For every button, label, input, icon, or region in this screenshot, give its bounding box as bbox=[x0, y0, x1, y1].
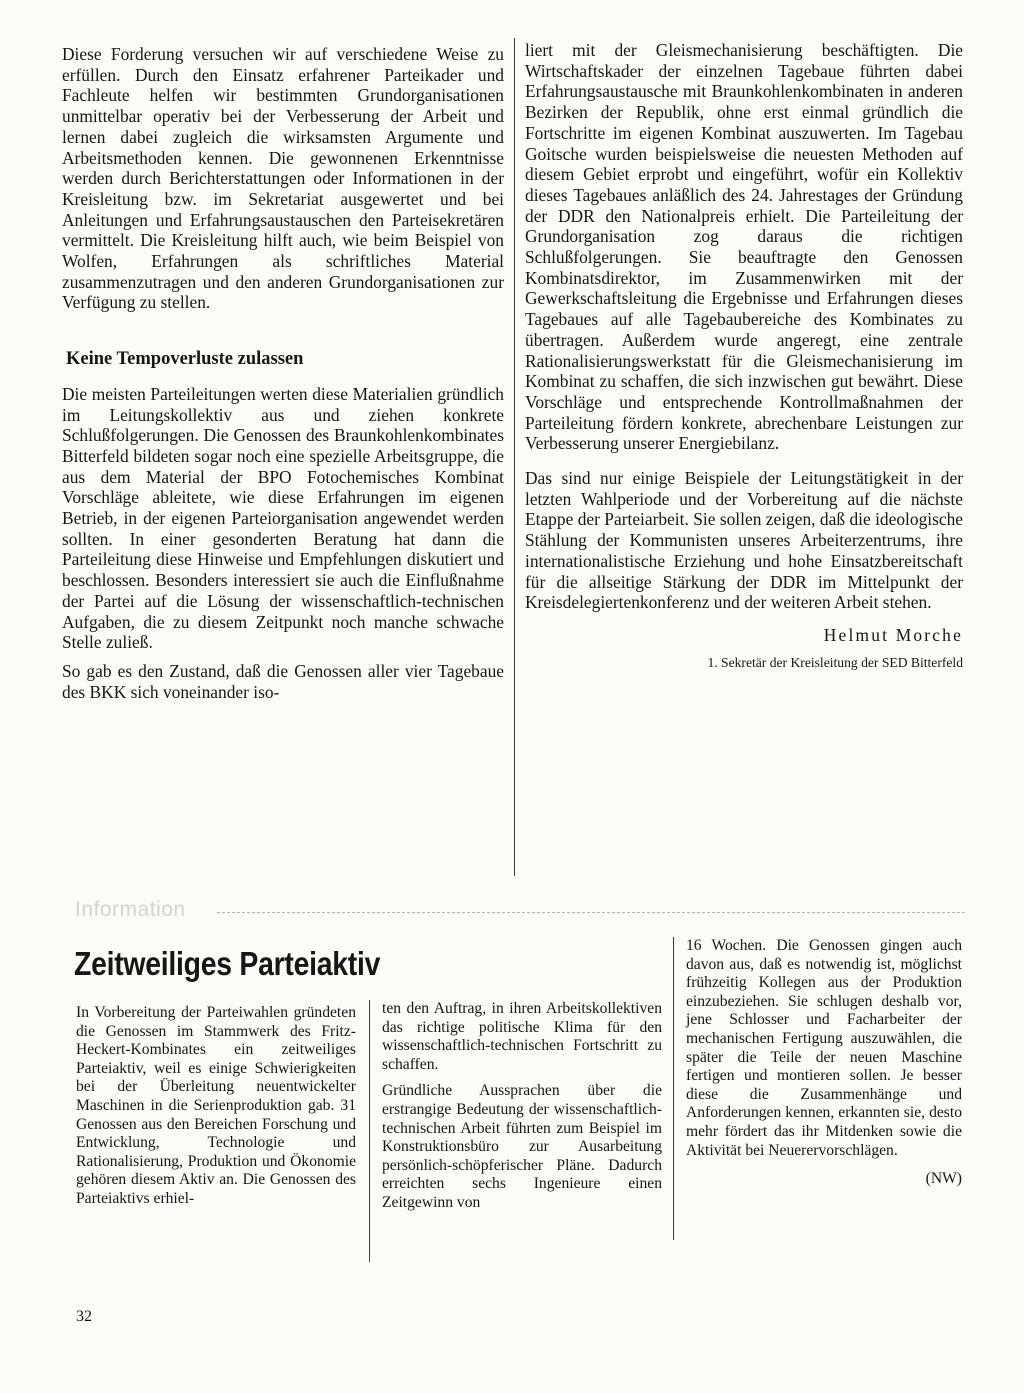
paragraph: In Vorbereitung der Parteiwahlen gründeten die Genossen im Stammwerk des Fritz-Heckert-Kombinates ein zeitweiliges Parteiaktiv, weil es einige Schwierigkeiten bei der Überleitung neuentwickelter Maschinen in die Serienproduktion gab. 31 Genossen aus den Bereichen Forschung und Entwicklung, Technologie und Rationalisierung, Produktion und Ökonomie gehören diesem Aktiv an. Die Genossen des Parteiaktivs erhiel- bbox=[76, 1004, 356, 1207]
paragraph: Die meisten Parteileitungen werten diese Materialien gründlich im Leitungskollektiv aus und ziehen konkrete Schlußfolgerungen. Die Genossen des Braunkohlenkombinates Bitterfeld bildeten sogar noch eine spezielle Arbeitsgruppe, die aus dem Material der BPO Fotochemisches Kombinat Vorschläge ableitete, wie diese Erfahrungen im eigenen Betrieb, in der eigenen Parteiorganisation angewendet werden sollten. In einer gesonderten Beratung hat dann die Parteileitung diese Hinweise und Empfehlungen diskutiert und beschlossen. Besonders interessiert sie auch die Einflußnahme der Partei auf die Lösung der wissenschaftlich-technischen Aufgaben, die zu diesem Zeitpunkt noch manche schwache Stelle zuließ. bbox=[62, 383, 504, 653]
column-divider bbox=[514, 38, 515, 876]
paragraph: 16 Wochen. Die Genossen gingen auch davon aus, daß es notwendig ist, möglichst frühzeitig Kollegen aus der Produktion einzubeziehen. Sie schlugen deshalb vor, jene Schlosser und Facharbeiter der mechanischen Fertigung auszuwählen, die später die Teile der neuen Maschine fertigen und montieren sollen. Je besser diese die Zusammenhänge und Anforderungen kennen, erkannten sie, desto mehr fördert das ihr Mitdenken sowie die Aktivität bei Neuerervorschlägen. bbox=[686, 937, 962, 1159]
section-label: Information bbox=[75, 898, 186, 921]
author-title: 1. Sekretär der Kreisleitung der SED Bitterfeld bbox=[707, 654, 963, 670]
article2-column-2 bbox=[382, 1000, 662, 1213]
article-right-column bbox=[525, 40, 963, 672]
paragraph: liert mit der Gleismechanisierung beschäftigten. Die Wirtschaftskader der einzelnen Tagebaue führten dabei Erfahrungsaustausche mit Braunkohlenkombinaten in anderen Bezirken der Republik, ohne erst einmal gründlich die Fortschritte im eigenen Kombinat auszuwerten. Im Tagebau Goitsche wurden beispielsweise die neuesten Methoden auf diesem Gebiet erprobt und eingeführt, wofür ein Kollektiv dieses Tagebaues anläßlich des 24. Jahrestages der Gründung der DDR den Nationalpreis erhielt. Die Parteileitung der Grundorganisation zog daraus die richtigen Schlußfolgerungen. Sie beauftragte den Genossen Kombinatsdirektor, im Zusammenwirken mit der Gewerkschaftsleitung die Ergebnisse und Erfahrungen dieses Tagebaues auf alle Tagebaubereiche des Kombinates zu übertragen. Außerdem wurde angeregt, eine zentrale Rationalisierungswerkstatt für die Gleismechanisierung im Kombinat zu schaffen, die sich inzwischen gut bewährt. Diese Vorschläge und entsprechende Kontrollmaßnahmen der Parteileitung fördern konkrete, abrechenbare Leistungen zur Verbesserung unserer Energiebilanz. bbox=[525, 40, 963, 454]
section-rule bbox=[217, 912, 965, 913]
column-divider bbox=[369, 1000, 370, 1262]
paragraph: Gründliche Aussprachen über die erstrangige Bedeutung der wissenschaftlich-technischen Arbeit führten zum Beispiel im Konstruktionsbüro zur Ausarbeitung persönlich-schöpferischer Pläne. Dadurch erreichten sechs Ingenieure einen Zeitgewinn von bbox=[382, 1082, 662, 1211]
article-headline: Zeitweiliges Parteiaktiv bbox=[74, 945, 381, 982]
subheading: Keine Tempoverluste zulassen bbox=[66, 349, 304, 370]
page-number: 32 bbox=[76, 1308, 92, 1325]
article2-column-3 bbox=[686, 937, 962, 1189]
paragraph: Das sind nur einige Beispiele der Leitungstätigkeit in der letzten Wahlperiode und der Vorbereitung auf die nächste Etappe der Parteiarbeit. Sie sollen zeigen, daß die ideologische Stählung der Kommunisten unseres Arbeiterzentrums, ihre internationalistische Erziehung und hohe Einsatzbereitschaft für die allseitige Stärkung der DDR im Mittelpunkt der Kreisdelegiertenkonferenz und der weiteren Arbeit stehen. bbox=[525, 468, 963, 613]
article-left-column bbox=[62, 44, 504, 702]
column-divider bbox=[673, 937, 674, 1240]
author-name: Helmut Morche bbox=[823, 624, 963, 645]
source-note: (NW) bbox=[925, 1170, 962, 1188]
article2-column-1 bbox=[76, 1004, 356, 1209]
paragraph: ten den Auftrag, in ihren Arbeitskollektiven das richtige politische Klima für den wissenschaftlich-technischen Fortschritt zu schaffen. bbox=[382, 1000, 662, 1073]
paragraph: So gab es den Zustand, daß die Genossen aller vier Tagebaue des BKK sich voneinander iso- bbox=[62, 660, 504, 702]
section-banner bbox=[75, 896, 965, 926]
paragraph: Diese Forderung versuchen wir auf verschiedene Weise zu erfüllen. Durch den Einsatz erfahrener Parteikader und Fachleute helfen wir bestimmten Grundorganisationen unmittelbar operativ bei der Verbesserung der Arbeit und lernen dabei zugleich die wirksamsten Argumente und Arbeitsmethoden kennen. Die gewonnenen Erkenntnisse werden durch Berichterstattungen oder Informationen in der Kreisleitung bzw. im Sekretariat ausgewertet und bei Anleitungen und Erfahrungsaustauschen den Parteisekretären vermittelt. Die Kreisleitung hilft auch, wie beim Beispiel von Wolfen, Erfahrungen als schriftliches Material zusammenzutragen und den anderen Grundorganisationen zur Verfügung zu stellen. bbox=[62, 44, 504, 313]
